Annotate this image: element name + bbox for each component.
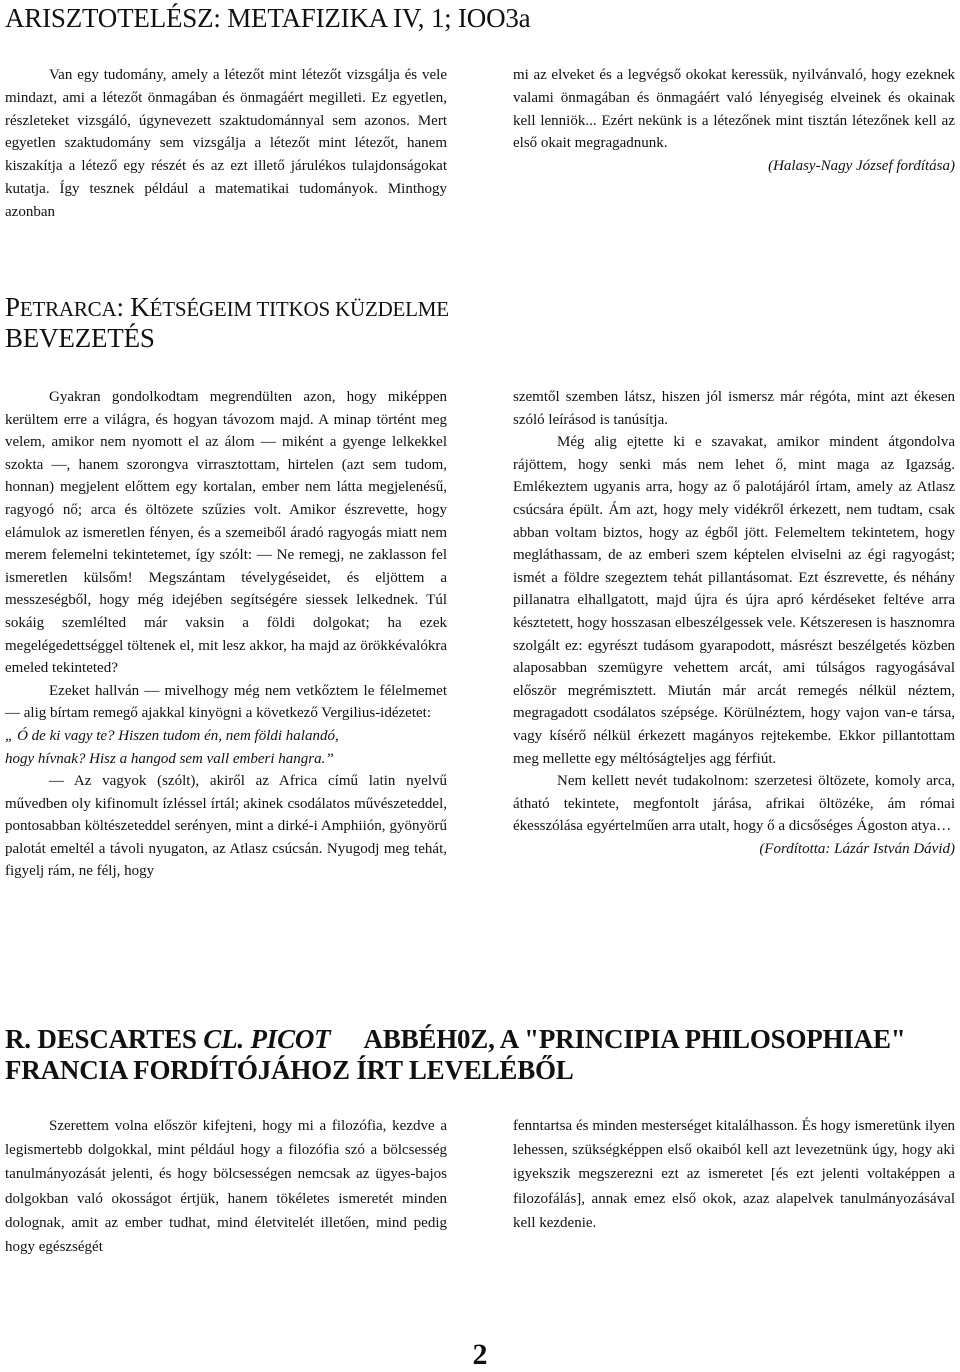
descartes-left-column <box>5 1114 447 1259</box>
petrarca-right-column <box>513 386 955 860</box>
vergilius-quote <box>5 725 447 770</box>
paragraph: Nem kellett nevét tudakolnom: szerzetesi öltözete, komoly arca, átható tekintete, megfontolt járása, afrikai öltözéke, ám római ékesszólása egyértelműen arra utalt, hogy ő a dicsőséges Ágoston atya… <box>513 773 955 835</box>
paragraph: szemtől szemben látsz, hiszen jól ismersz már régóta, mint azt ékesen szóló leírásod is tanúsítja. <box>513 389 955 428</box>
paragraph: — Az vagyok (szólt), akiről az Africa című latin nyelvű művedben oly kifinomult ízléssel írtál; akinek csodálatos művészeteddel, pontosabban költészeteddel serényen, mint a dirké-i Amphiión, gyönyörű palotát emeltél a távoli nyugaton, az Atlasz csúcsán. Nyugodj meg tehát, figyelj rám, ne félj, hogy <box>5 773 447 880</box>
aristotle-heading: ARISZTOTELÉSZ: METAFIZIKA IV, 1; IOO3a <box>5 3 531 33</box>
descartes-heading: R. DESCARTES CL. PICOT ABBÉH0Z, A "PRINCIPIA PHILOSOPHIAE" <box>5 1024 906 1054</box>
quote-line: „ Ó de ki vagy te? Hiszen tudom én, nem földi halandó, <box>5 727 339 744</box>
descartes-subheading: FRANCIA FORDÍTÓJÁHOZ ÍRT LEVELÉBŐL <box>5 1055 574 1085</box>
aristotle-left-column <box>5 64 447 224</box>
paragraph: Szerettem volna először kifejteni, hogy mi a filozófia, kezdve a legismertebb dolgokkal, mint például hogy a filozófia szó a bölcsesség tanulmányozását jelenti, és hogy bölcsességen nemcsak az ügyes-bajos dolgokban való okosságot értjük, hanem tökéletes ismeretét minden dolognak, amit az ember tudhat, mind életvitelét illetően, mind pedig hogy egészségét <box>5 1118 447 1256</box>
descartes-right-column <box>513 1114 955 1235</box>
translator-credit: (Fordította: Lázár István Dávid) <box>759 840 955 857</box>
petrarca-subheading: BEVEZETÉS <box>5 323 155 353</box>
translator-credit: (Halasy-Nagy József fordítása) <box>768 158 955 175</box>
paragraph: Gyakran gondolkodtam megrendülten azon, hogy miképpen kerültem erre a világra, és hogyan távozom majd. A minap történt meg velem, amikor nem nyomott el az álom — miként a gyenge lelkekkel szokta —, hanem szorongva virrasztottam, hirtelen (azt sem tudom, honnan) megjelent előttem egy kortalan, ember nem látta megjelenésű, ragyogó nő; arca és öltözete szűzies volt. Amikor észrevette, hogy elámulok az ismeretlen fényen, és a szemeiből áradó ragyogás miatt nem merem felemelni tekintetemet, így szólt: — Ne remegj, ne zaklasson fel ismeretlen külsőm! Megszántam tévelygéseidet, és eljöttem a messzeségből, hogy még idejében segítségére siessek lelkednek. Túl sokáig szemlélted már vaksin a földi dolgokat; ha ezek megelégedettséggel töltenek el, mit lesz akkor, ha majd az örökkévalókra emeled tekinteted? <box>5 389 447 677</box>
page-number: 2 <box>472 1338 488 1371</box>
paragraph: Még alig ejtette ki e szavakat, amikor mindent átgondolva rájöttem, hogy senki más nem lehet ő, mint maga az Igazság. Emlékeztem ugyanis arra, hogy az ő palotájáról írtam, amely az Atlasz csúcsára épült. Ám azt, hogy mely vidékről érkezett, nem tudtam, csak abban voltam biztos, hogy az égből jött. Felemeltem tekintetem, hogy megláthassam, de az emberi szem képtelen elviselni az égi ragyogást; ismét a földre szegeztem tehát pillantásomat. Ezt észrevette, és néhány pillanatra elhallgatott, majd újra és újra apró kérdéseket feltéve arra késztetett, hogy hosszasan elbeszélgessek vele. Kétszeresen is hasznomra szolgált ez: egyrészt tudásom gyarapodott, másrészt beszélgetés közben alaposabban szemügyre vehettem arcát, ami túlságos ragyogásával először megrémisztett. Miután már arcát remegés nélkül néztem, megragadott csodálatos szépsége. Körülnéztem, hogy vajon van-e társa, vagy kísérő nélkül érkezett magányos rejtekembe. Ekkor pillantottam meg mellette egy méltóságteljes agg férfiút. <box>513 434 955 767</box>
paragraph: fenntartsa és minden mesterséget kitalálhasson. És hogy ismeretünk ilyen lehessen, szükségképpen első okaiból kell azt levezetnünk úgy, hogy aki igyekszik megszerezni ezt az ismeretet [és ezt jelenti voltaképpen a filozofálás], annak emez első okok, azaz alapelvek tanulmányozásával kell kezdenie. <box>513 1118 955 1231</box>
paragraph: mi az elveket és a legvégső okokat keressük, nyilvánvaló, hogy ezeknek valami önmagában és önmagáért való lényegiség elveinek és okainak kell lenniök... Ezért nekünk is a létezőnek mint tisztán létezőnek kell az első okait megragadnunk. <box>513 67 955 152</box>
paragraph: Ezeket hallván — mivelhogy még nem vetkőztem le félelmemet — alig bírtam remegő ajakkal kinyögni a következő Vergilius-idézetet: <box>5 682 447 722</box>
petrarca-heading: PETRARCA: KÉTSÉGEIM TITKOS KÜZDELME <box>5 292 449 322</box>
quote-line: hogy hívnak? Hisz a hangod sem vall emberi hangra.” <box>5 750 334 767</box>
paragraph: Van egy tudomány, amely a létezőt mint létezőt vizsgálja és vele mindazt, ami a létezőt önmagában és önmagáért megilleti. Ez egyetlen, részleteket vizsgáló, úgynevezett szaktudománnyal sem azonos. Mert egyetlen szaktudomány sem vizsgálja a létezőt mint létezőt, hanem kiszakítja a létező egy részét és az ezt illető járulékos tulajdonságokat kutatja. Így tesznek például a matematikai tudományok. Minthogy azonban <box>5 67 447 220</box>
aristotle-right-column <box>513 64 955 178</box>
petrarca-left-column <box>5 386 447 883</box>
